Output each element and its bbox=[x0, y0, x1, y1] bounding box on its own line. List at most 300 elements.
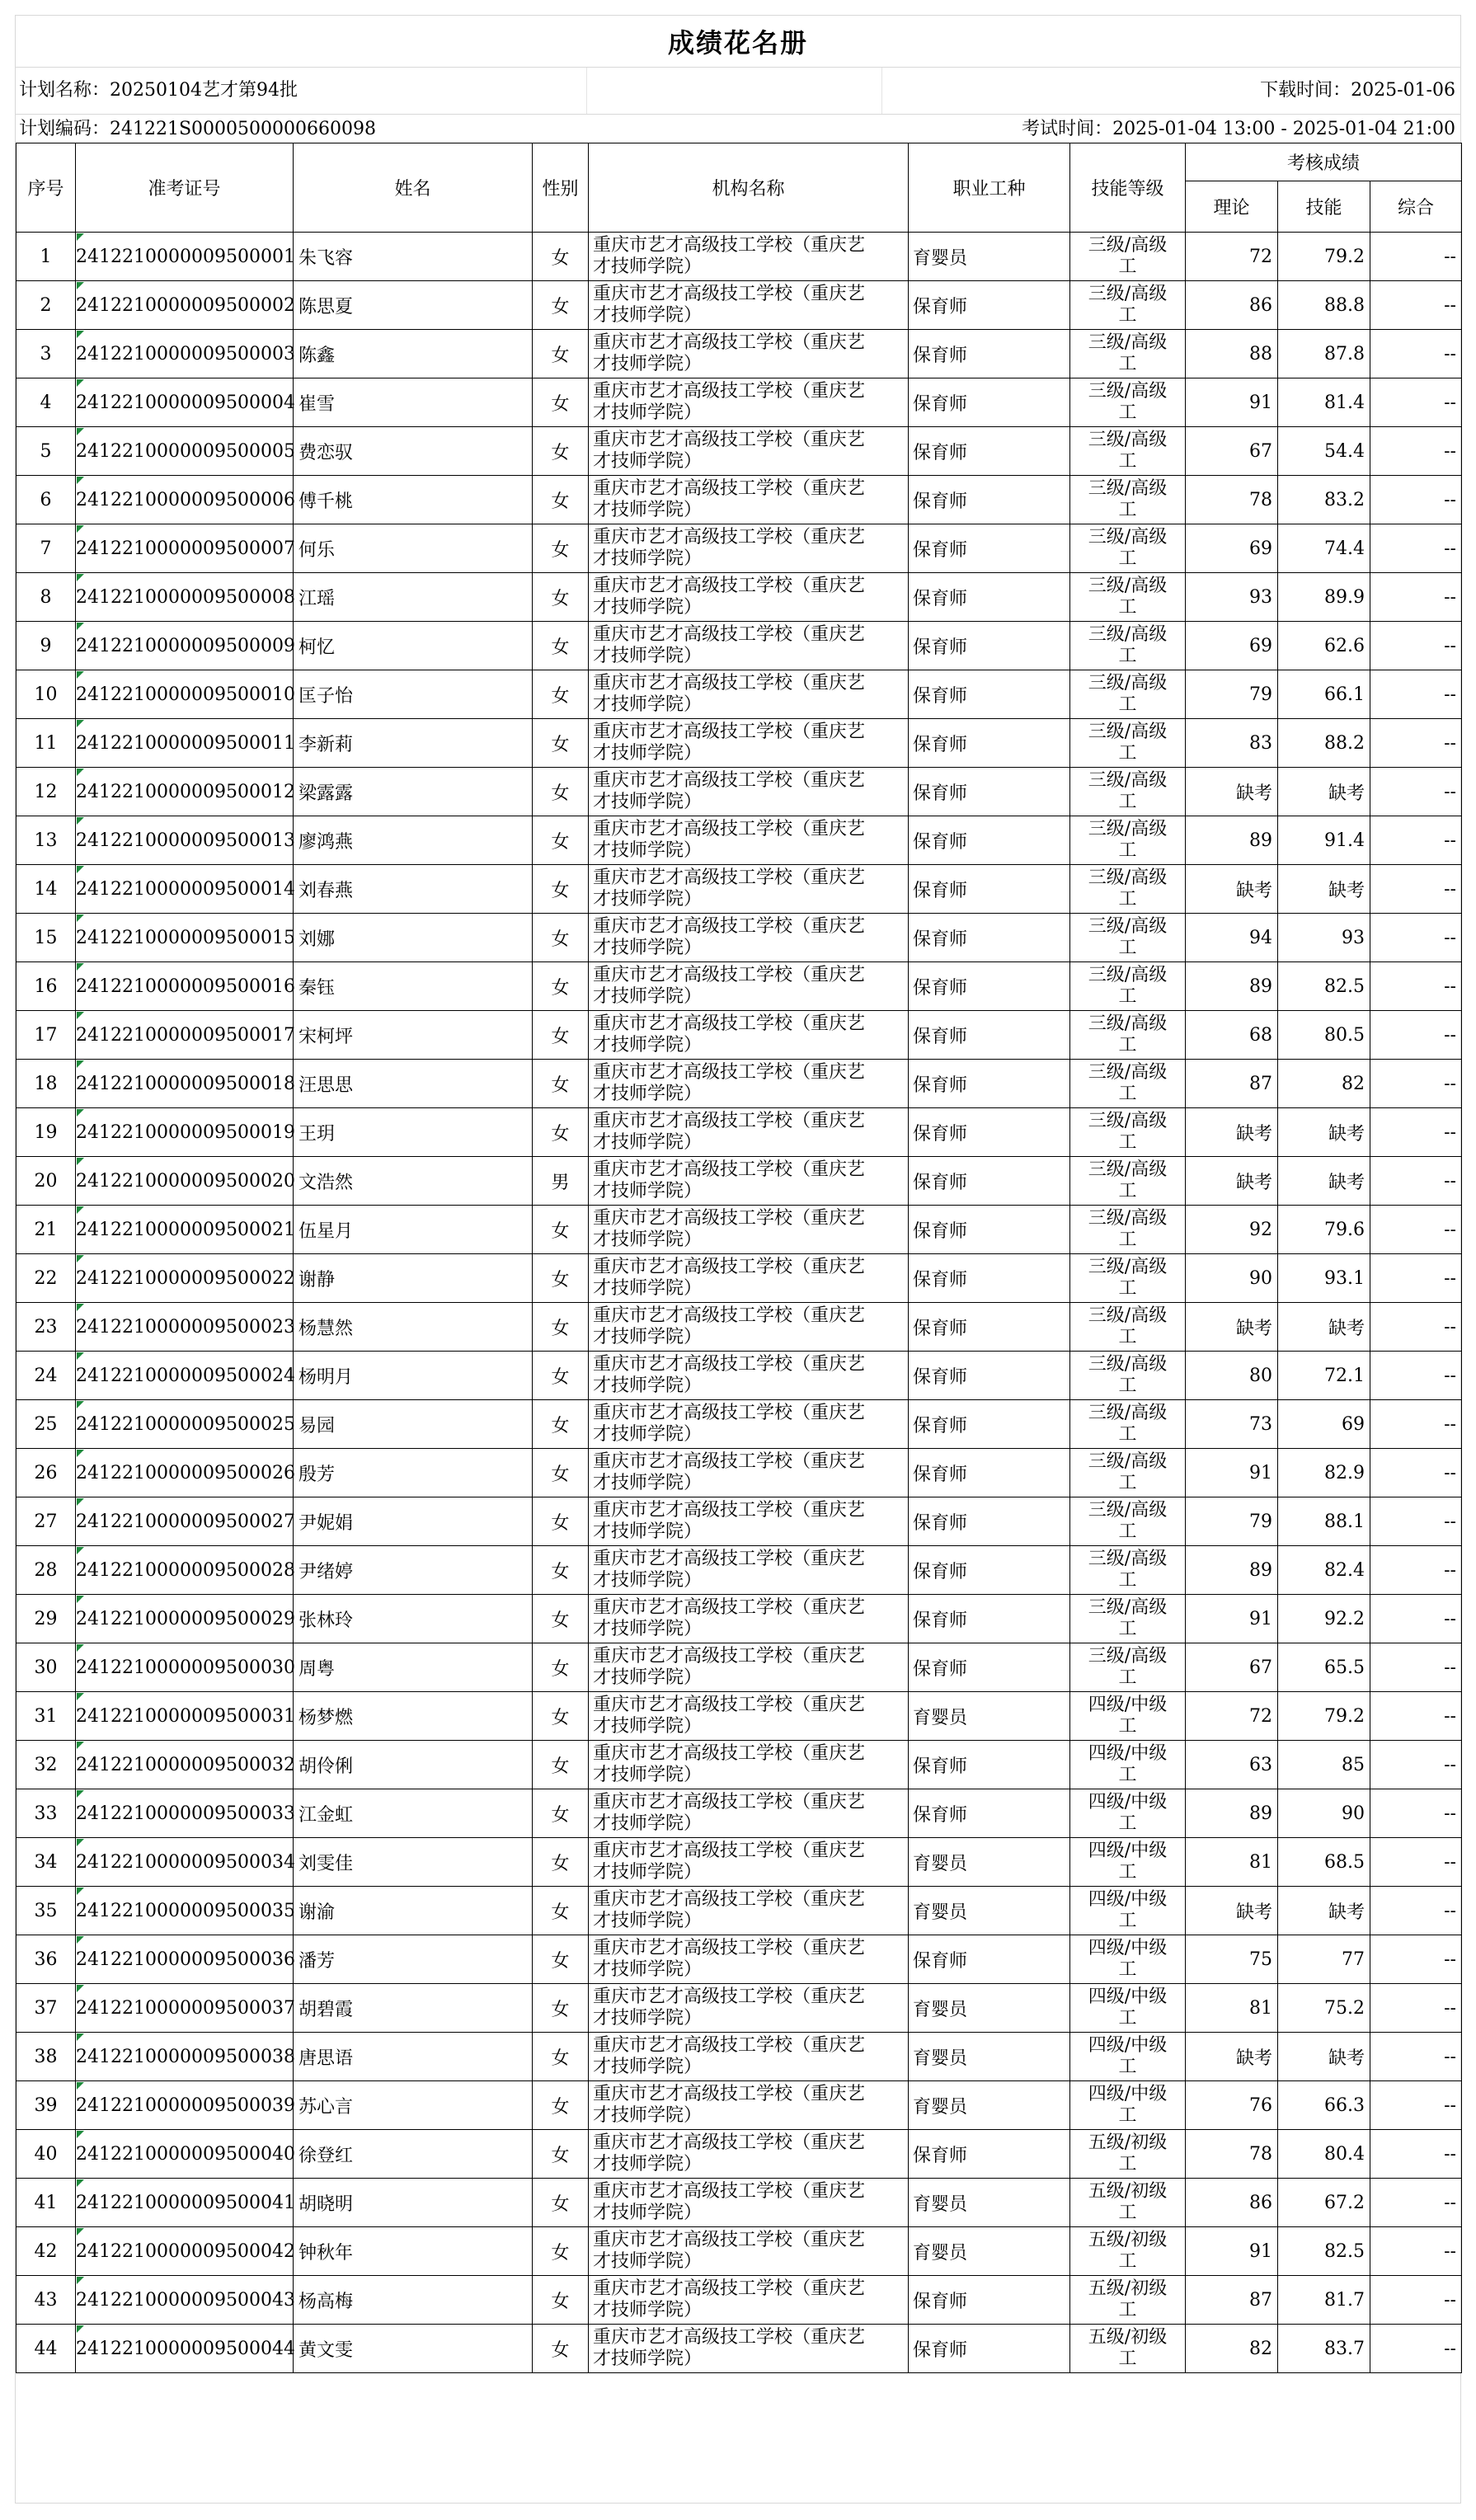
cell-org-line2: 才技师学院） bbox=[593, 256, 703, 277]
cell-level-line1: 三级/高级 bbox=[1088, 1597, 1168, 1618]
cell-seq: 17 bbox=[16, 1011, 76, 1060]
cell-ticket-text: 2412210000009500007 bbox=[76, 538, 295, 559]
cell-org bbox=[589, 1984, 909, 2033]
cell-overall: -- bbox=[1370, 1011, 1462, 1060]
table-row bbox=[16, 1157, 1462, 1206]
cell-org-line2: 才技师学院） bbox=[593, 354, 703, 374]
cell-theory: 92 bbox=[1186, 1206, 1278, 1254]
cell-job: 保育师 bbox=[909, 1935, 1070, 1984]
cell-name: 周粤 bbox=[294, 1643, 533, 1692]
cell-overall: -- bbox=[1370, 427, 1462, 476]
cell-level-line2: 工 bbox=[1118, 402, 1137, 423]
cell-gender: 女 bbox=[533, 1497, 589, 1546]
cell-name: 陈思夏 bbox=[294, 281, 533, 330]
cell-ticket bbox=[76, 1935, 294, 1984]
cell-ticket-text: 2412210000009500043 bbox=[76, 2289, 295, 2311]
cell-theory: 87 bbox=[1186, 1060, 1278, 1108]
cell-ticket-text: 2412210000009500006 bbox=[76, 489, 295, 510]
cell-ticket bbox=[76, 1060, 294, 1108]
cell-level-line2: 工 bbox=[1118, 1570, 1137, 1591]
header-name: 姓名 bbox=[294, 143, 533, 233]
cell-org bbox=[589, 1303, 909, 1352]
table-row bbox=[16, 427, 1462, 476]
cell-ticket bbox=[76, 1400, 294, 1449]
cell-job: 育婴员 bbox=[909, 1838, 1070, 1887]
cell-seq: 32 bbox=[16, 1741, 76, 1789]
cell-org-line2: 才技师学院） bbox=[593, 1084, 703, 1104]
cell-gender: 女 bbox=[533, 1595, 589, 1643]
cell-level-line1: 三级/高级 bbox=[1088, 1354, 1168, 1375]
cell-name: 匡子怡 bbox=[294, 670, 533, 719]
cell-level bbox=[1070, 2227, 1186, 2276]
green-triangle-icon bbox=[77, 525, 84, 533]
cell-ticket bbox=[76, 622, 294, 670]
cell-skill: 82.5 bbox=[1278, 962, 1370, 1011]
cell-gender: 女 bbox=[533, 378, 589, 427]
cell-org-line1: 重庆市艺才高级技工学校（重庆艺 bbox=[593, 1354, 866, 1375]
cell-level-line2: 工 bbox=[1118, 500, 1137, 520]
cell-gender: 男 bbox=[533, 1157, 589, 1206]
cell-ticket-text: 2412210000009500041 bbox=[76, 2192, 295, 2213]
cell-level-line1: 三级/高级 bbox=[1088, 332, 1168, 353]
cell-skill: 79.6 bbox=[1278, 1206, 1370, 1254]
cell-job: 保育师 bbox=[909, 281, 1070, 330]
cell-org-line2: 才技师学院） bbox=[593, 305, 703, 326]
cell-level-line1: 四级/中级 bbox=[1088, 2084, 1168, 2104]
cell-level-line1: 三级/高级 bbox=[1088, 478, 1168, 499]
cell-name: 钟秋年 bbox=[294, 2227, 533, 2276]
cell-level-line2: 工 bbox=[1118, 1716, 1137, 1737]
cell-overall: -- bbox=[1370, 1692, 1462, 1741]
cell-ticket bbox=[76, 427, 294, 476]
cell-job: 育婴员 bbox=[909, 1887, 1070, 1935]
cell-ticket bbox=[76, 2130, 294, 2179]
header-score-group: 考核成绩 bbox=[1186, 143, 1462, 181]
cell-level bbox=[1070, 427, 1186, 476]
cell-ticket-text: 2412210000009500001 bbox=[76, 246, 295, 267]
cell-gender: 女 bbox=[533, 1206, 589, 1254]
cell-job: 保育师 bbox=[909, 622, 1070, 670]
cell-gender: 女 bbox=[533, 2227, 589, 2276]
cell-job: 保育师 bbox=[909, 330, 1070, 378]
cell-name: 杨明月 bbox=[294, 1352, 533, 1400]
cell-seq: 9 bbox=[16, 622, 76, 670]
cell-level bbox=[1070, 2325, 1186, 2373]
cell-org-line1: 重庆市艺才高级技工学校（重庆艺 bbox=[593, 1208, 866, 1229]
cell-level bbox=[1070, 1546, 1186, 1595]
cell-level-line1: 四级/中级 bbox=[1088, 1792, 1168, 1812]
cell-skill: 缺考 bbox=[1278, 865, 1370, 914]
cell-name: 谢渝 bbox=[294, 1887, 533, 1935]
cell-name: 梁露露 bbox=[294, 768, 533, 816]
cell-level bbox=[1070, 622, 1186, 670]
cell-org bbox=[589, 768, 909, 816]
cell-level bbox=[1070, 914, 1186, 962]
cell-name: 张林玲 bbox=[294, 1595, 533, 1643]
cell-org-line2: 才技师学院） bbox=[593, 986, 703, 1007]
cell-theory: 72 bbox=[1186, 1692, 1278, 1741]
cell-ticket bbox=[76, 573, 294, 622]
cell-ticket-text: 2412210000009500044 bbox=[76, 2338, 295, 2359]
cell-org-line1: 重庆市艺才高级技工学校（重庆艺 bbox=[593, 527, 866, 548]
cell-ticket bbox=[76, 816, 294, 865]
cell-gender: 女 bbox=[533, 2325, 589, 2373]
cell-gender: 女 bbox=[533, 2276, 589, 2325]
cell-level bbox=[1070, 1449, 1186, 1497]
table-row bbox=[16, 719, 1462, 768]
green-triangle-icon bbox=[77, 1012, 84, 1019]
cell-overall: -- bbox=[1370, 2081, 1462, 2130]
cell-level-line1: 三级/高级 bbox=[1088, 1062, 1168, 1083]
cell-org-line2: 才技师学院） bbox=[593, 1327, 703, 1347]
cell-ticket bbox=[76, 1206, 294, 1254]
cell-gender: 女 bbox=[533, 2033, 589, 2081]
green-triangle-icon bbox=[77, 428, 84, 435]
cell-ticket bbox=[76, 962, 294, 1011]
cell-org bbox=[589, 330, 909, 378]
cell-theory: 73 bbox=[1186, 1400, 1278, 1449]
cell-job: 保育师 bbox=[909, 962, 1070, 1011]
cell-ticket bbox=[76, 2227, 294, 2276]
cell-job: 保育师 bbox=[909, 1206, 1070, 1254]
table-row bbox=[16, 2325, 1462, 2373]
cell-theory: 91 bbox=[1186, 2227, 1278, 2276]
cell-ticket bbox=[76, 1789, 294, 1838]
cell-seq: 34 bbox=[16, 1838, 76, 1887]
cell-skill: 85 bbox=[1278, 1741, 1370, 1789]
cell-org-line1: 重庆市艺才高级技工学校（重庆艺 bbox=[593, 576, 866, 596]
cell-gender: 女 bbox=[533, 914, 589, 962]
cell-theory: 67 bbox=[1186, 427, 1278, 476]
cell-org-line2: 才技师学院） bbox=[593, 1716, 703, 1737]
cell-ticket bbox=[76, 1108, 294, 1157]
cell-job: 保育师 bbox=[909, 2276, 1070, 2325]
cell-level bbox=[1070, 1060, 1186, 1108]
cell-org-line2: 才技师学院） bbox=[593, 1521, 703, 1542]
cell-gender: 女 bbox=[533, 476, 589, 524]
cell-level-line1: 四级/中级 bbox=[1088, 1695, 1168, 1715]
cell-job: 保育师 bbox=[909, 1643, 1070, 1692]
table-row bbox=[16, 1838, 1462, 1887]
cell-seq: 13 bbox=[16, 816, 76, 865]
green-triangle-icon bbox=[77, 331, 84, 338]
cell-level-line2: 工 bbox=[1118, 2057, 1137, 2077]
cell-seq: 10 bbox=[16, 670, 76, 719]
cell-skill: 82.5 bbox=[1278, 2227, 1370, 2276]
cell-name: 易园 bbox=[294, 1400, 533, 1449]
cell-org bbox=[589, 281, 909, 330]
cell-org bbox=[589, 427, 909, 476]
green-triangle-icon bbox=[77, 1352, 84, 1360]
table-row bbox=[16, 1206, 1462, 1254]
cell-seq: 14 bbox=[16, 865, 76, 914]
green-triangle-icon bbox=[77, 1109, 84, 1117]
green-triangle-icon bbox=[77, 914, 84, 922]
plan-info-row bbox=[16, 68, 1460, 115]
cell-seq: 30 bbox=[16, 1643, 76, 1692]
cell-ticket bbox=[76, 670, 294, 719]
cell-seq: 5 bbox=[16, 427, 76, 476]
cell-level bbox=[1070, 1497, 1186, 1546]
cell-org bbox=[589, 476, 909, 524]
cell-seq: 8 bbox=[16, 573, 76, 622]
cell-level-line2: 工 bbox=[1118, 646, 1137, 666]
cell-name: 杨梦燃 bbox=[294, 1692, 533, 1741]
cell-skill: 79.2 bbox=[1278, 233, 1370, 281]
cell-ticket-text: 2412210000009500010 bbox=[76, 684, 295, 705]
cell-org-line2: 才技师学院） bbox=[593, 1667, 703, 1688]
cell-org-line2: 才技师学院） bbox=[593, 451, 703, 472]
cell-ticket-text: 2412210000009500013 bbox=[76, 830, 295, 851]
cell-level bbox=[1070, 1741, 1186, 1789]
download-time: 下载时间：2025-01-06 bbox=[1260, 80, 1455, 101]
cell-org bbox=[589, 1643, 909, 1692]
cell-seq: 22 bbox=[16, 1254, 76, 1303]
table-row bbox=[16, 768, 1462, 816]
cell-skill: 68.5 bbox=[1278, 1838, 1370, 1887]
table-row bbox=[16, 1935, 1462, 1984]
table-row bbox=[16, 1741, 1462, 1789]
cell-ticket bbox=[76, 2276, 294, 2325]
cell-level-line2: 工 bbox=[1118, 1521, 1137, 1542]
table-row bbox=[16, 1303, 1462, 1352]
cell-gender: 女 bbox=[533, 1838, 589, 1887]
cell-level bbox=[1070, 2130, 1186, 2179]
cell-org bbox=[589, 1595, 909, 1643]
cell-theory: 68 bbox=[1186, 1011, 1278, 1060]
table-row bbox=[16, 1449, 1462, 1497]
cell-gender: 女 bbox=[533, 1789, 589, 1838]
cell-org-line1: 重庆市艺才高级技工学校（重庆艺 bbox=[593, 2278, 866, 2299]
cell-theory: 93 bbox=[1186, 573, 1278, 622]
cell-skill: 82.4 bbox=[1278, 1546, 1370, 1595]
cell-org bbox=[589, 1546, 909, 1595]
cell-org-line1: 重庆市艺才高级技工学校（重庆艺 bbox=[593, 1159, 866, 1180]
cell-level-line1: 五级/初级 bbox=[1088, 2278, 1168, 2299]
cell-name: 费恋驭 bbox=[294, 427, 533, 476]
cell-level bbox=[1070, 1157, 1186, 1206]
cell-theory: 89 bbox=[1186, 1546, 1278, 1595]
cell-overall: -- bbox=[1370, 524, 1462, 573]
cell-seq: 43 bbox=[16, 2276, 76, 2325]
green-triangle-icon bbox=[77, 2131, 84, 2138]
cell-ticket bbox=[76, 865, 294, 914]
cell-org-line2: 才技师学院） bbox=[593, 1473, 703, 1493]
cell-gender: 女 bbox=[533, 233, 589, 281]
cell-org bbox=[589, 1060, 909, 1108]
cell-org-line2: 才技师学院） bbox=[593, 2348, 703, 2369]
cell-skill: 缺考 bbox=[1278, 1303, 1370, 1352]
table-row bbox=[16, 962, 1462, 1011]
cell-name: 胡碧霞 bbox=[294, 1984, 533, 2033]
cell-skill: 67.2 bbox=[1278, 2179, 1370, 2227]
cell-name: 尹绪婷 bbox=[294, 1546, 533, 1595]
green-triangle-icon bbox=[77, 1060, 84, 1068]
table-row bbox=[16, 1352, 1462, 1400]
header-level: 技能等级 bbox=[1070, 143, 1186, 233]
green-triangle-icon bbox=[77, 1304, 84, 1311]
cell-ticket-text: 2412210000009500004 bbox=[76, 392, 295, 413]
cell-overall: -- bbox=[1370, 622, 1462, 670]
cell-seq: 3 bbox=[16, 330, 76, 378]
cell-org-line1: 重庆市艺才高级技工学校（重庆艺 bbox=[593, 1841, 866, 1861]
header-overall: 综合 bbox=[1370, 181, 1462, 233]
cell-skill: 缺考 bbox=[1278, 1157, 1370, 1206]
cell-gender: 女 bbox=[533, 1011, 589, 1060]
cell-level-line2: 工 bbox=[1118, 792, 1137, 812]
cell-job: 育婴员 bbox=[909, 1692, 1070, 1741]
cell-ticket-text: 2412210000009500008 bbox=[76, 586, 295, 608]
cell-theory: 69 bbox=[1186, 622, 1278, 670]
cell-ticket bbox=[76, 1887, 294, 1935]
green-triangle-icon bbox=[77, 2277, 84, 2284]
table-row bbox=[16, 476, 1462, 524]
cell-job: 保育师 bbox=[909, 1011, 1070, 1060]
cell-gender: 女 bbox=[533, 1643, 589, 1692]
cell-gender: 女 bbox=[533, 1400, 589, 1449]
cell-org-line2: 才技师学院） bbox=[593, 2251, 703, 2272]
cell-ticket bbox=[76, 281, 294, 330]
header-job: 职业工种 bbox=[909, 143, 1070, 233]
table-row bbox=[16, 1060, 1462, 1108]
cell-level bbox=[1070, 524, 1186, 573]
cell-gender: 女 bbox=[533, 330, 589, 378]
cell-gender: 女 bbox=[533, 573, 589, 622]
green-triangle-icon bbox=[77, 1158, 84, 1165]
cell-org-line2: 才技师学院） bbox=[593, 1959, 703, 1980]
cell-gender: 女 bbox=[533, 281, 589, 330]
cell-level bbox=[1070, 1303, 1186, 1352]
cell-gender: 女 bbox=[533, 1741, 589, 1789]
cell-job: 保育师 bbox=[909, 1400, 1070, 1449]
cell-org bbox=[589, 573, 909, 622]
cell-seq: 37 bbox=[16, 1984, 76, 2033]
cell-ticket-text: 2412210000009500036 bbox=[76, 1949, 295, 1970]
table-row bbox=[16, 1692, 1462, 1741]
cell-level-line1: 三级/高级 bbox=[1088, 1208, 1168, 1229]
cell-org bbox=[589, 1400, 909, 1449]
cell-level-line2: 工 bbox=[1118, 354, 1137, 374]
green-triangle-icon bbox=[77, 1498, 84, 1506]
green-triangle-icon bbox=[77, 963, 84, 971]
cell-org-line2: 才技师学院） bbox=[593, 840, 703, 861]
table-row bbox=[16, 2130, 1462, 2179]
cell-level-line1: 四级/中级 bbox=[1088, 1889, 1168, 1910]
cell-overall: -- bbox=[1370, 1206, 1462, 1254]
cell-org-line2: 才技师学院） bbox=[593, 2057, 703, 2077]
cell-org-line2: 才技师学院） bbox=[593, 1570, 703, 1591]
cell-seq: 1 bbox=[16, 233, 76, 281]
cell-ticket bbox=[76, 233, 294, 281]
cell-job: 保育师 bbox=[909, 2130, 1070, 2179]
cell-level bbox=[1070, 1400, 1186, 1449]
cell-org-line2: 才技师学院） bbox=[593, 597, 703, 618]
cell-seq: 24 bbox=[16, 1352, 76, 1400]
cell-seq: 36 bbox=[16, 1935, 76, 1984]
cell-seq: 39 bbox=[16, 2081, 76, 2130]
table-row bbox=[16, 1984, 1462, 2033]
table-row bbox=[16, 1789, 1462, 1838]
cell-theory: 缺考 bbox=[1186, 1108, 1278, 1157]
cell-job: 保育师 bbox=[909, 524, 1070, 573]
cell-level-line1: 四级/中级 bbox=[1088, 1938, 1168, 1958]
cell-skill: 缺考 bbox=[1278, 768, 1370, 816]
cell-level-line2: 工 bbox=[1118, 1327, 1137, 1347]
cell-theory: 89 bbox=[1186, 1789, 1278, 1838]
green-triangle-icon bbox=[77, 1450, 84, 1457]
cell-org-line1: 重庆市艺才高级技工学校（重庆艺 bbox=[593, 965, 866, 985]
cell-org bbox=[589, 1887, 909, 1935]
cell-ticket bbox=[76, 476, 294, 524]
cell-overall: -- bbox=[1370, 914, 1462, 962]
cell-seq: 31 bbox=[16, 1692, 76, 1741]
cell-org-line1: 重庆市艺才高级技工学校（重庆艺 bbox=[593, 1695, 866, 1715]
cell-org bbox=[589, 1449, 909, 1497]
cell-level-line2: 工 bbox=[1118, 2251, 1137, 2272]
cell-gender: 女 bbox=[533, 1984, 589, 2033]
cell-name: 伍星月 bbox=[294, 1206, 533, 1254]
cell-skill: 93.1 bbox=[1278, 1254, 1370, 1303]
cell-name: 尹妮娟 bbox=[294, 1497, 533, 1546]
cell-name: 傅千桃 bbox=[294, 476, 533, 524]
cell-org-line1: 重庆市艺才高级技工学校（重庆艺 bbox=[593, 1257, 866, 1277]
cell-gender: 女 bbox=[533, 719, 589, 768]
cell-ticket-text: 2412210000009500035 bbox=[76, 1900, 295, 1921]
cell-org bbox=[589, 524, 909, 573]
cell-org-line1: 重庆市艺才高级技工学校（重庆艺 bbox=[593, 2132, 866, 2153]
cell-gender: 女 bbox=[533, 1108, 589, 1157]
green-triangle-icon bbox=[77, 1401, 84, 1408]
table-row bbox=[16, 1254, 1462, 1303]
cell-level-line1: 五级/初级 bbox=[1088, 2327, 1168, 2348]
cell-level-line1: 三级/高级 bbox=[1088, 916, 1168, 937]
green-triangle-icon bbox=[77, 1255, 84, 1262]
cell-skill: 88.8 bbox=[1278, 281, 1370, 330]
cell-seq: 18 bbox=[16, 1060, 76, 1108]
cell-ticket bbox=[76, 1595, 294, 1643]
cell-org-line2: 才技师学院） bbox=[593, 2203, 703, 2223]
cell-skill: 83.2 bbox=[1278, 476, 1370, 524]
cell-theory: 缺考 bbox=[1186, 1303, 1278, 1352]
cell-theory: 94 bbox=[1186, 914, 1278, 962]
green-triangle-icon bbox=[77, 866, 84, 873]
cell-skill: 72.1 bbox=[1278, 1352, 1370, 1400]
cell-level bbox=[1070, 865, 1186, 914]
cell-name: 杨高梅 bbox=[294, 2276, 533, 2325]
cell-job: 育婴员 bbox=[909, 2033, 1070, 2081]
cell-theory: 87 bbox=[1186, 2276, 1278, 2325]
cell-org-line2: 才技师学院） bbox=[593, 1132, 703, 1153]
cell-seq: 44 bbox=[16, 2325, 76, 2373]
cell-theory: 缺考 bbox=[1186, 768, 1278, 816]
cell-ticket bbox=[76, 1692, 294, 1741]
cell-level bbox=[1070, 2081, 1186, 2130]
cell-job: 保育师 bbox=[909, 1157, 1070, 1206]
table-row bbox=[16, 1887, 1462, 1935]
cell-theory: 75 bbox=[1186, 1935, 1278, 1984]
green-triangle-icon bbox=[77, 2228, 84, 2236]
cell-level-line2: 工 bbox=[1118, 256, 1137, 277]
cell-seq: 35 bbox=[16, 1887, 76, 1935]
green-triangle-icon bbox=[77, 623, 84, 630]
cell-job: 保育师 bbox=[909, 573, 1070, 622]
cell-level-line1: 四级/中级 bbox=[1088, 1743, 1168, 1764]
cell-job: 保育师 bbox=[909, 427, 1070, 476]
cell-org bbox=[589, 865, 909, 914]
green-triangle-icon bbox=[77, 2179, 84, 2187]
table-row bbox=[16, 1108, 1462, 1157]
cell-job: 保育师 bbox=[909, 719, 1070, 768]
